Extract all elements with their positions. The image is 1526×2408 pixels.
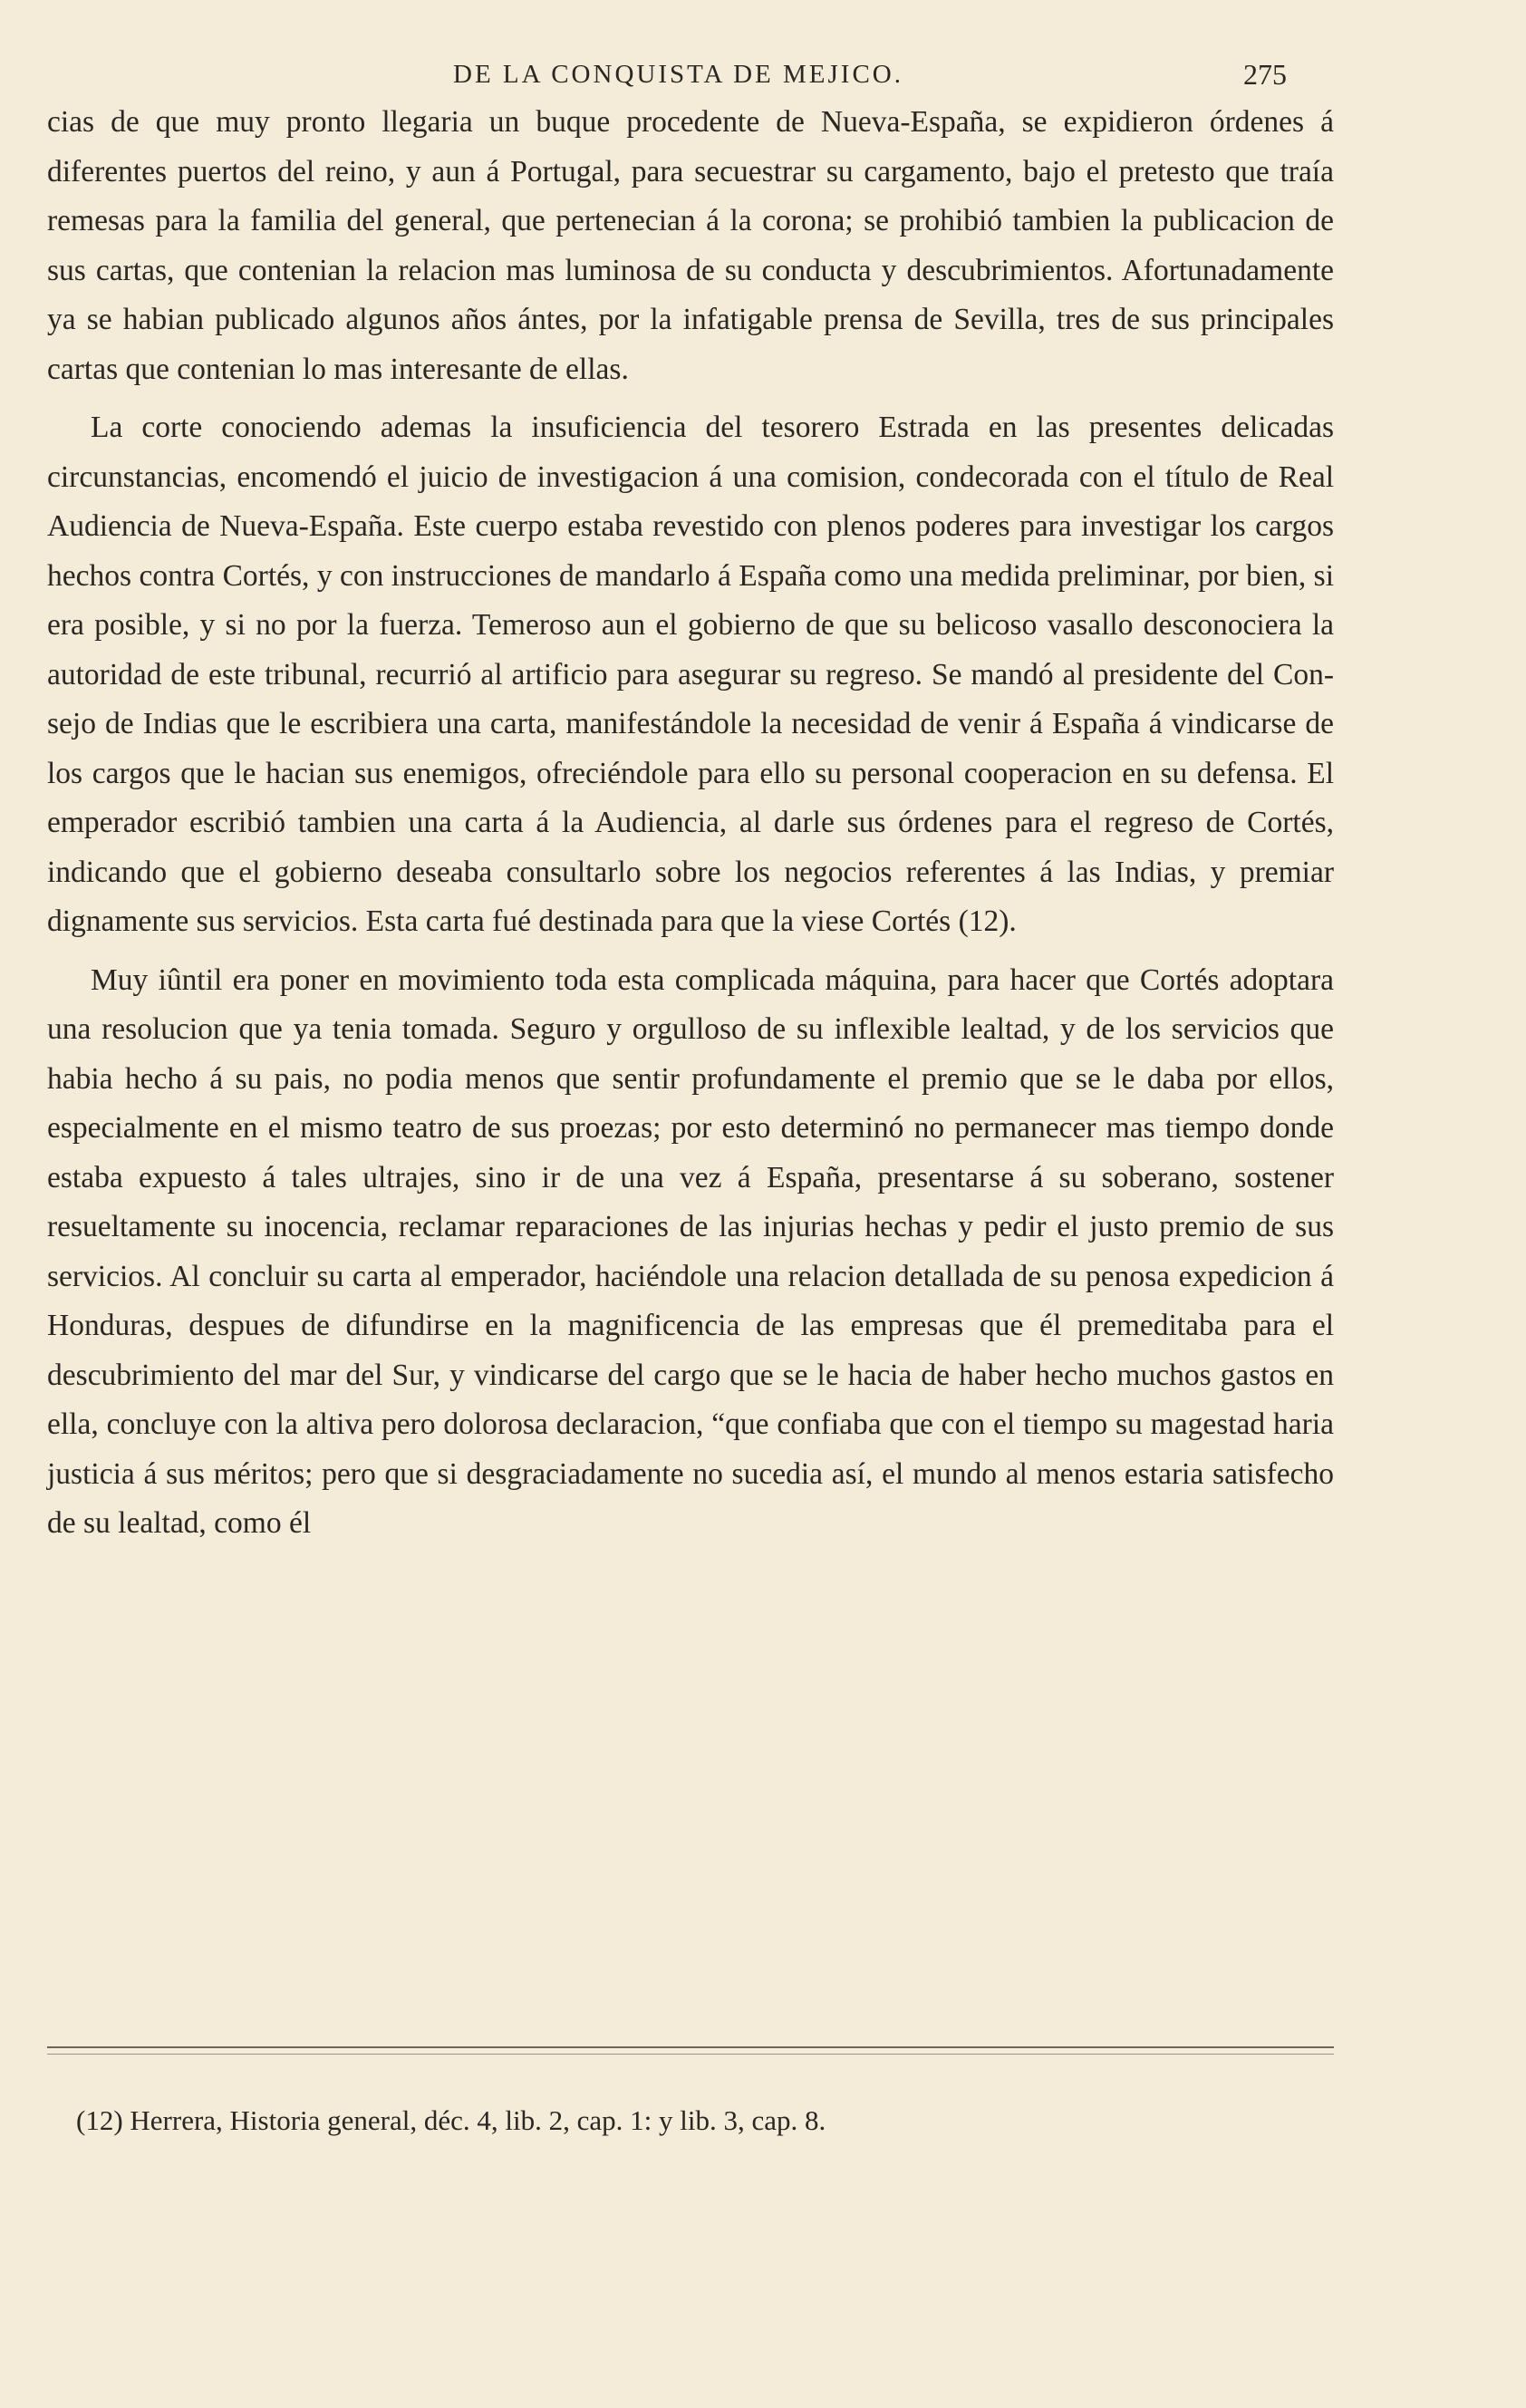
footnote: (12) Herrera, Historia general, déc. 4, lib. 2, cap. 1: y lib. 3, cap. 8. (76, 2104, 826, 2136)
body-text (47, 98, 1334, 1549)
paragraph: La corte conociendo ademas la insuficiencia del tesorero Estrada en las presentes delicadas circunstancias, encomendó el juicio de investigacion á una comision, condecorada con el título de Real Audiencia de Nueva-España. Este cuerpo estaba revestido con plenos poderes para investigar los cargos hechos contra Cortés, y con instrucciones de mandarlo á España como una medida preliminar, por bien, si era posible, y si no por la fuerza. Temeroso aun el gobierno de que su belicoso vasallo desconociera la autoridad de este tribunal, recurrió al artificio para asegurar su regreso. Se mandó al presidente del Consejo de Indias que le escribiera una carta, manifestándole la necesidad de venir á España á vindicarse de los cargos que le hacian sus enemigos, ofreciéndole para ello su personal cooperacion en su defensa. El emperador escribió tambien una carta á la Audiencia, al darle sus órdenes para el regreso de Cortés, indicando que el gobierno deseaba consultarlo sobre los negocios referentes á las Indias, y premiar dignamente sus servicios. Esta carta fué destinada para que la viese Cortés (12). (47, 411, 1334, 938)
page-header (0, 54, 1526, 94)
footnote-rule (47, 2046, 1334, 2048)
footnote-rule-thin (47, 2054, 1334, 2055)
paragraph-continued: cias de que muy pronto llegaria un buque procedente de Nueva-España, se expidieron órdenes á diferentes puertos del reino, y aun á Portugal, para secuestrar su cargamento, bajo el pretesto que traía remesas para la familia del general, que pertenecian á la corona; se prohibió tambien la publicacion de sus cartas, que contenian la relacion mas luminosa de su conducta y descubrimientos. Afortunadamente ya se habian publicado algunos años ántes, por la infatigable prensa de Sevilla, tres de sus principales cartas que contenian lo mas interesante de ellas. (47, 105, 1334, 386)
running-head: DE LA CONQUISTA DE MEJICO. (453, 60, 903, 89)
page-number: 275 (1243, 58, 1287, 91)
paragraph: Muy iûntil era poner en movimiento toda esta complicada máquina, para hacer que Cortés adoptara una resolucion que ya tenia tomada. Seguro y orgulloso de su inflexible lealtad, y de los servicios que habia hecho á su pais, no podia menos que sentir profundamente el premio que se le daba por ellos, especialmente en el mismo teatro de sus proezas; por esto determinó no permanecer mas tiempo donde estaba expuesto á tales ultrajes, sino ir de una vez á España, presentarse á su soberano, sostener resueltamente su inocencia, reclamar reparaciones de las injurias hechas y pedir el justo premio de sus servicios. Al concluir su carta al emperador, haciéndole una relacion detallada de su penosa expedicion á Honduras, despues de difundirse en la magnificencia de las empresas que él premeditaba para el descubrimiento del mar del Sur, y vindicarse del cargo que se le hacia de haber hecho muchos gastos en ella, concluye con la altiva pero dolorosa declaracion, “que confiaba que con el tiempo su magestad haria justicia á sus méritos; pero que si desgraciadamente no sucedia así, el mundo al menos estaria satisfecho de su lealtad, como él (47, 962, 1334, 1540)
